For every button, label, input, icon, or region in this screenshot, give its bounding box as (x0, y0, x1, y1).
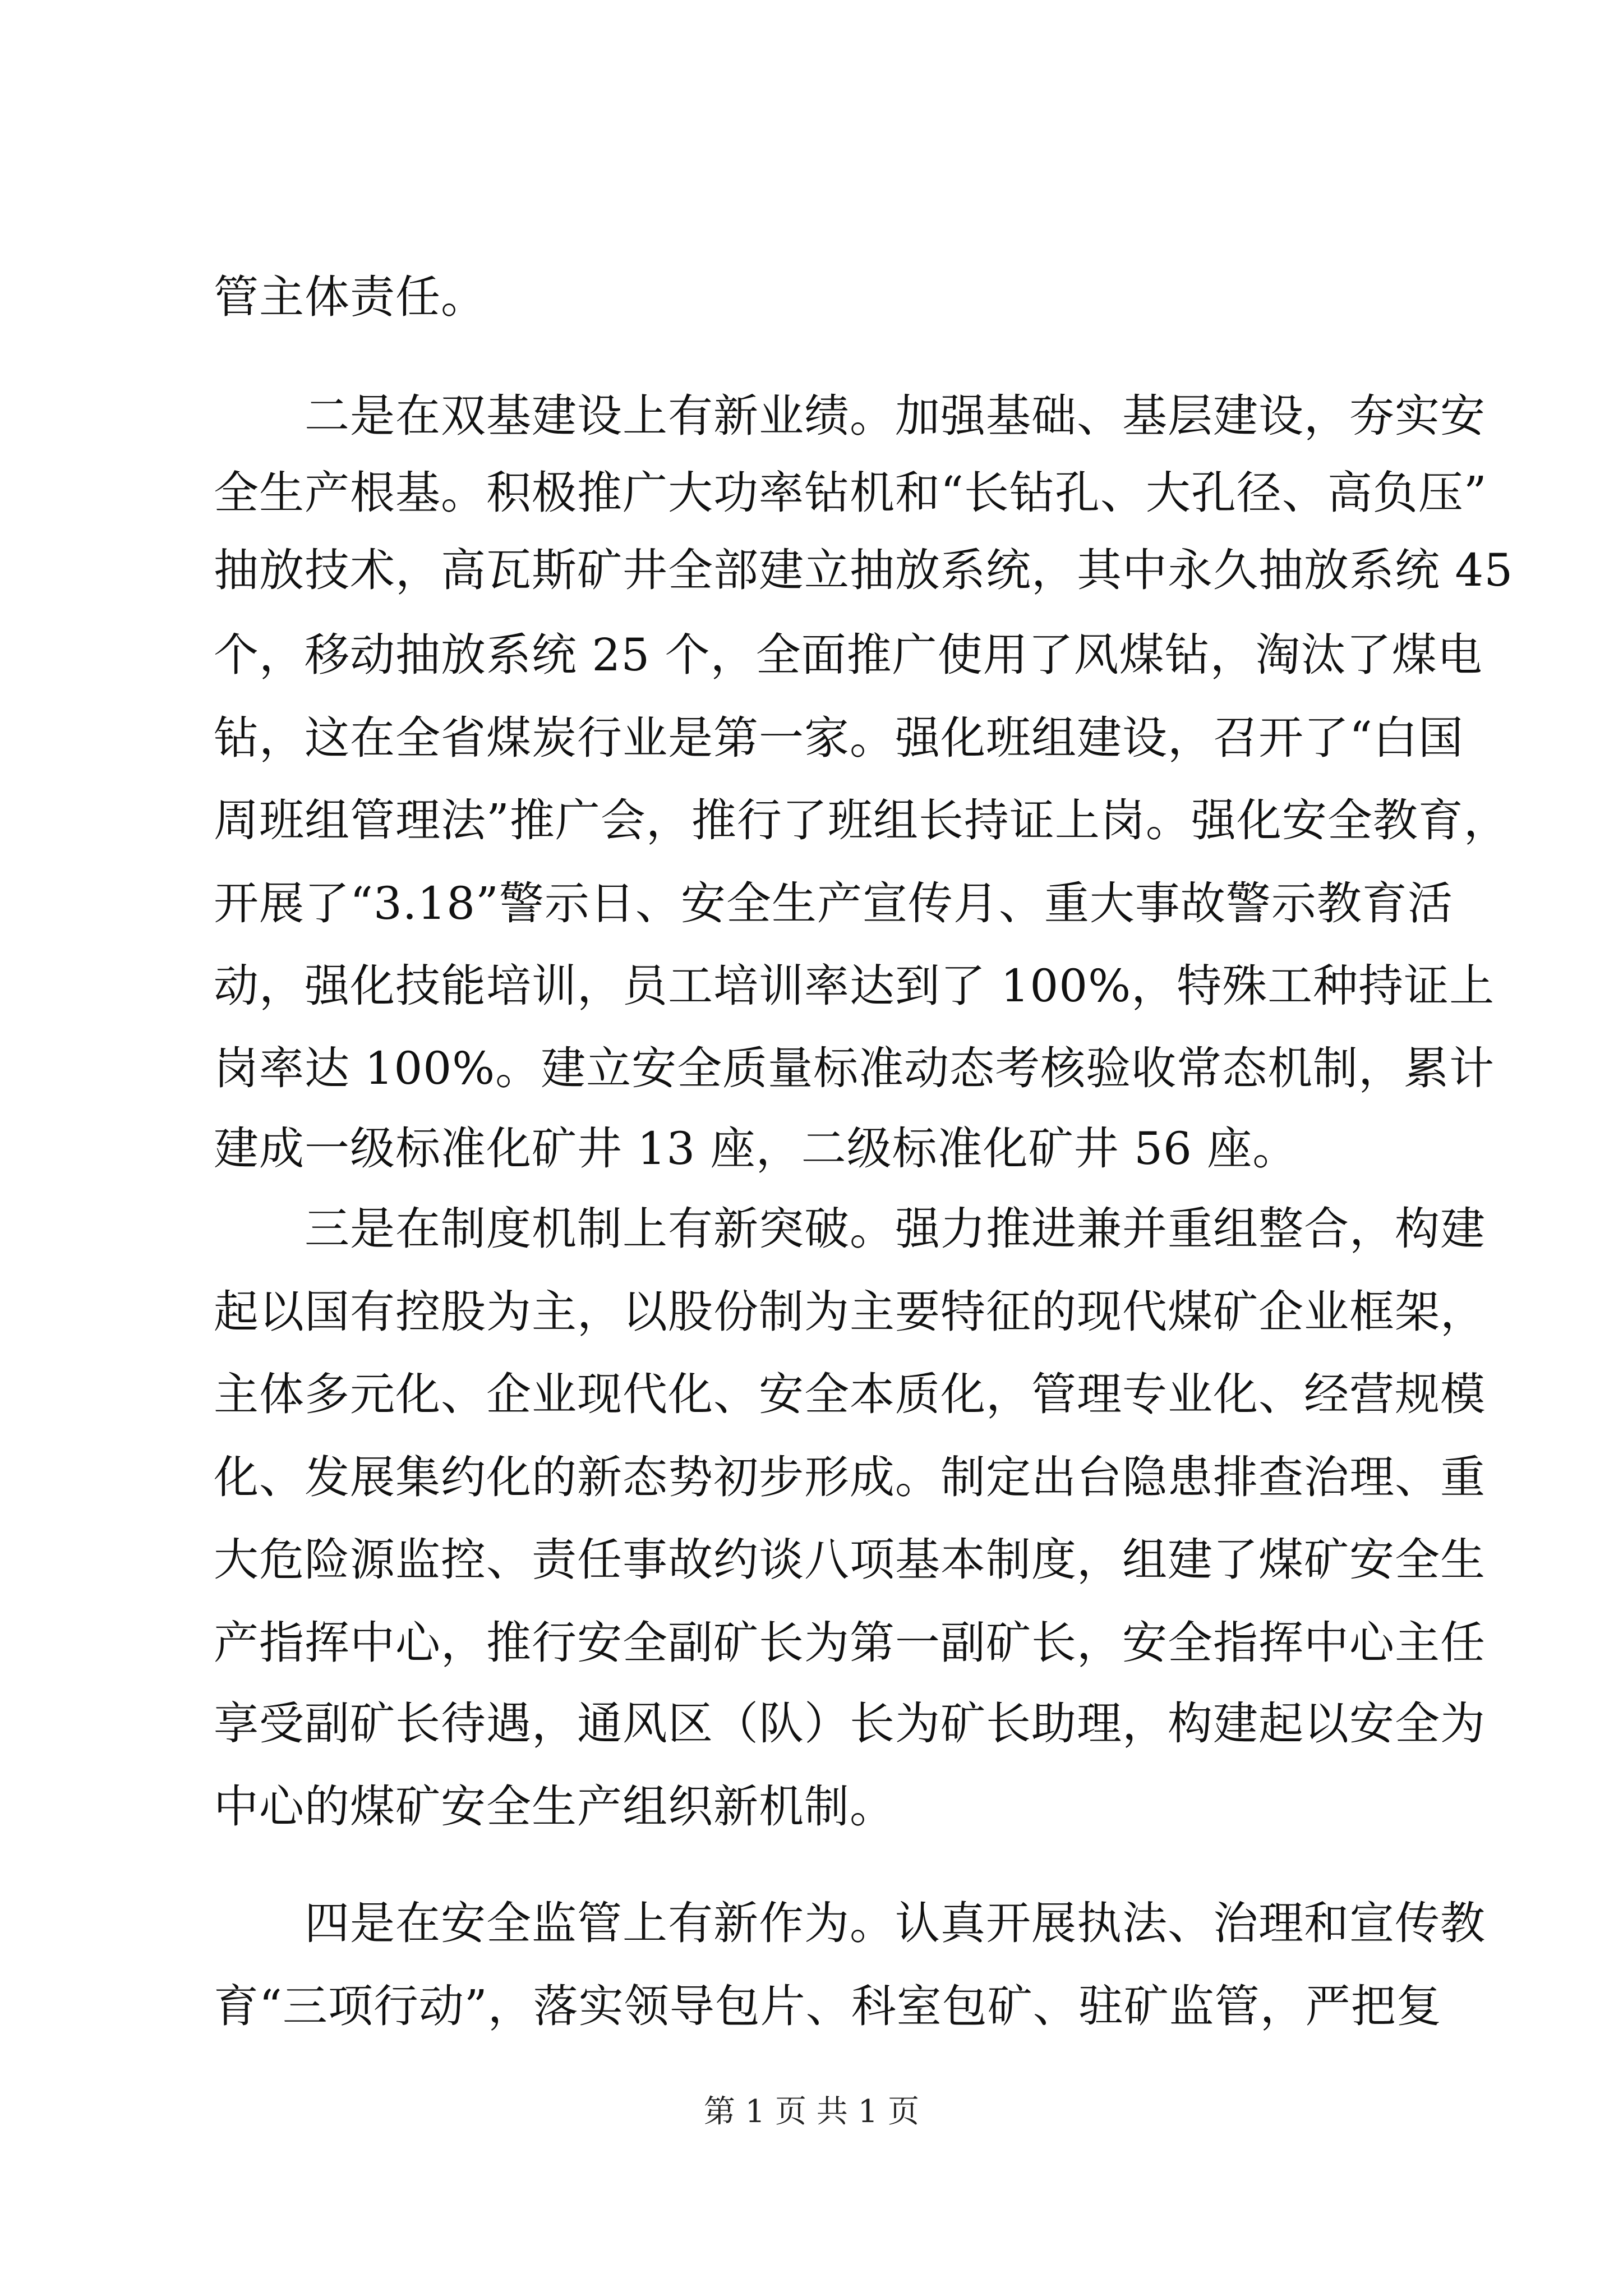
page-number-footer: 第 1 页 共 1 页 (703, 2093, 920, 2130)
text-line: 化、发展集约化的新态势初步形成。制定出台隐患排查治理、重 (214, 1451, 1486, 1503)
text-line: 周班组管理法”推广会，推行了班组长持证上岗。强化安全教育， (214, 794, 1509, 846)
text-line: 全生产根基。积极推广大功率钻机和“长钻孔、大孔径、高负压” (214, 467, 1487, 519)
text-line: 动，强化技能培训，员工培训率达到了 100%，特殊工种持证上 (214, 960, 1495, 1012)
text-line: 中心的煤矿安全生产组织新机制。 (214, 1780, 895, 1833)
text-line: 大危险源监控、责任事故约谈八项基本制度，组建了煤矿安全生 (214, 1534, 1486, 1586)
text-line: 开展了“3.18”警示日、安全生产宣传月、重大事故警示教育活 (214, 877, 1453, 930)
text-line: 享受副矿长待遇，通风区（队）长为矿长助理，构建起以安全为 (214, 1697, 1486, 1750)
text-line: 管主体责任。 (214, 271, 486, 323)
text-line: 起以国有控股为主，以股份制为主要特征的现代煤矿企业框架， (214, 1286, 1486, 1338)
text-line: 建成一级标准化矿井 13 座，二级标准化矿井 56 座。 (214, 1122, 1298, 1175)
text-line: 三是在制度机制上有新突破。强力推进兼并重组整合，构建 (214, 1203, 1486, 1255)
text-line: 四是在安全监管上有新作为。认真开展执法、治理和宣传教 (214, 1897, 1486, 1949)
text-line: 二是在双基建设上有新业绩。加强基础、基层建设，夯实安 (214, 390, 1486, 442)
text-line: 个，移动抽放系统 25 个，全面推广使用了风煤钻，淘汰了煤电 (214, 629, 1483, 681)
text-line: 钻，这在全省煤炭行业是第一家。强化班组建设，召开了“白国 (214, 712, 1464, 764)
text-line: 育“三项行动”，落实领导包片、科室包矿、驻矿监管，严把复 (214, 1980, 1442, 2032)
text-line: 抽放技术，高瓦斯矿井全部建立抽放系统，其中永久抽放系统 45 (214, 544, 1514, 596)
text-line: 岗率达 100%。建立安全质量标准动态考核验收常态机制，累计 (214, 1042, 1495, 1094)
text-line: 主体多元化、企业现代化、安全本质化，管理专业化、经营规模 (214, 1368, 1486, 1420)
text-line: 产指挥中心，推行安全副矿长为第一副矿长，安全指挥中心主任 (214, 1617, 1486, 1669)
